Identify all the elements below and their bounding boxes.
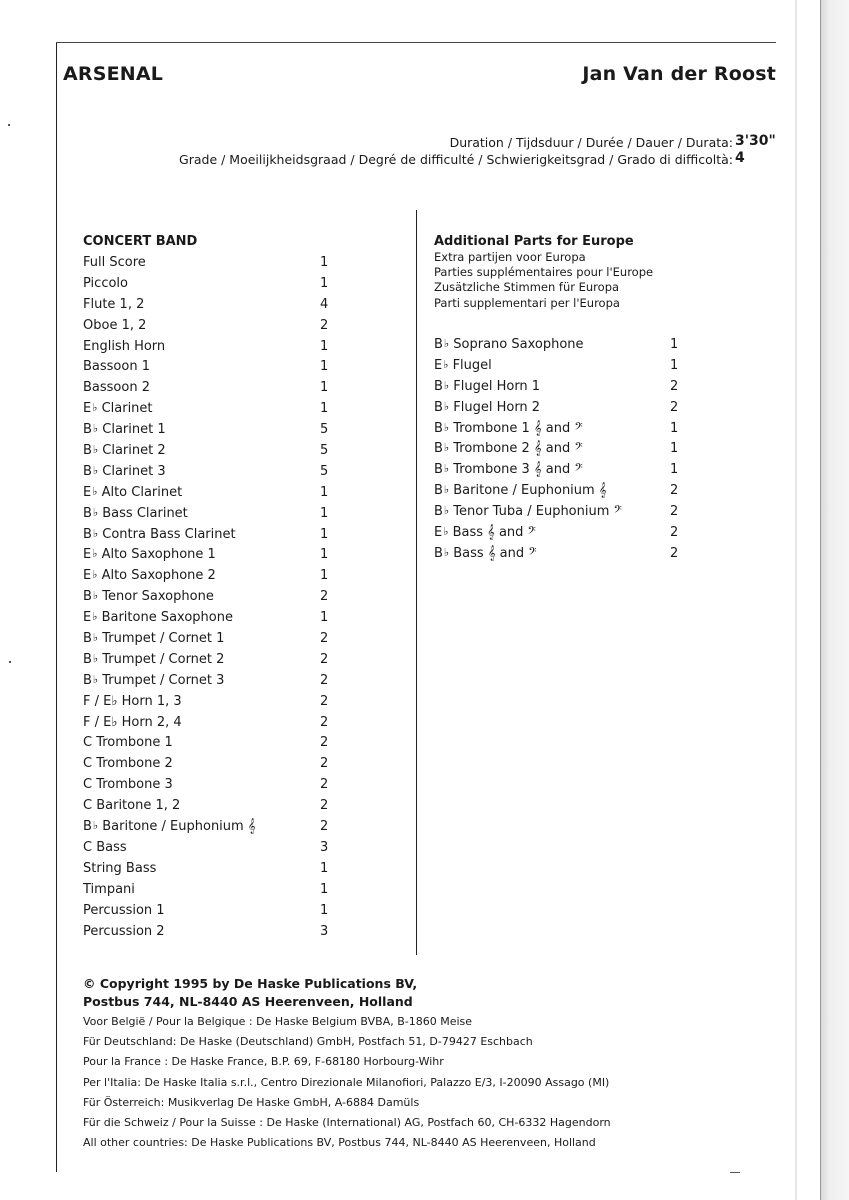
- part-name: [434, 356, 492, 377]
- part-label: Tenor Saxophone: [102, 589, 214, 605]
- part-name: [83, 525, 236, 546]
- part-row: [434, 419, 694, 440]
- flat-icon: ♭: [92, 547, 98, 561]
- part-name: [434, 502, 622, 523]
- part-label: Trombone 1 𝄞 and 𝄢: [453, 420, 583, 436]
- part-name: [434, 523, 536, 544]
- frame-rule-left: [56, 42, 57, 1172]
- additional-parts-list: [434, 335, 694, 565]
- part-quantity: 1: [320, 484, 329, 500]
- flat-icon: ♭: [92, 526, 99, 540]
- composer-name: Jan Van der Roost: [582, 63, 776, 85]
- part-quantity: 1: [320, 860, 329, 876]
- part-key-prefix: E: [83, 484, 92, 500]
- part-label: Bass 𝄞 and 𝄢: [453, 545, 537, 561]
- part-name: [83, 692, 182, 713]
- flat-icon: ♭: [443, 525, 449, 539]
- concert-band-parts-list: [83, 253, 333, 942]
- part-quantity: 1: [320, 275, 329, 291]
- part-quantity: 1: [670, 337, 679, 352]
- part-row: [83, 838, 333, 859]
- part-key-prefix: B: [434, 378, 443, 394]
- part-quantity: 2: [670, 378, 679, 394]
- part-label: C Baritone 1, 2: [83, 798, 181, 814]
- part-key-prefix: B: [83, 463, 92, 479]
- part-name: [83, 817, 256, 838]
- part-name: [83, 880, 135, 901]
- part-name: [83, 566, 216, 587]
- flat-icon: ♭: [443, 420, 450, 434]
- part-name: [83, 775, 173, 796]
- part-name: [83, 796, 180, 817]
- part-label: Trumpet / Cornet 1: [102, 631, 225, 647]
- flat-icon: ♭: [92, 505, 99, 519]
- part-row: [434, 356, 694, 377]
- flat-icon: ♭: [92, 463, 99, 477]
- part-row: [83, 420, 333, 441]
- part-quantity: 2: [320, 651, 329, 667]
- duration-value: 3'30": [735, 133, 776, 149]
- flat-icon: ♭: [443, 399, 450, 413]
- part-quantity: 2: [320, 672, 329, 688]
- page-mark: [730, 1172, 740, 1173]
- part-row: [83, 713, 333, 734]
- part-label: Bass 𝄞 and 𝄢: [452, 525, 536, 541]
- part-label: Baritone / Euphonium 𝄞: [453, 483, 607, 499]
- part-row: [83, 545, 333, 566]
- part-name: [83, 922, 165, 943]
- part-row: [83, 274, 333, 295]
- part-label: Full Score: [83, 255, 146, 270]
- part-label: Flute 1, 2: [83, 296, 145, 312]
- part-row: [83, 357, 333, 378]
- part-key-prefix: E: [434, 525, 443, 541]
- grade-label: Grade / Moeilijkheidsgraad / Degré de difficulté / Schwierigkeitsgrad / Grado di difficoltà:: [179, 152, 733, 167]
- part-row: [83, 441, 333, 462]
- part-row: [83, 817, 333, 838]
- part-quantity: 3: [320, 923, 329, 939]
- page-fold-shadow: [795, 0, 797, 1200]
- scan-speck: [9, 661, 11, 663]
- part-row: [83, 337, 333, 358]
- flat-icon: ♭: [92, 568, 98, 582]
- part-quantity: 1: [320, 401, 329, 417]
- part-name: [434, 419, 583, 440]
- part-label: Percussion 2: [83, 923, 165, 939]
- part-row: [83, 378, 333, 399]
- part-label: C Bass: [83, 839, 127, 855]
- part-label: Baritone Saxophone: [101, 610, 233, 626]
- flat-icon: ♭: [92, 631, 99, 645]
- piece-title: ARSENAL: [63, 63, 164, 85]
- copyright-line-1: © Copyright 1995 by De Haske Publications BV,: [83, 976, 418, 991]
- part-key-prefix: E: [83, 401, 92, 417]
- part-name: [83, 838, 127, 859]
- part-quantity: 2: [670, 504, 679, 520]
- part-quantity: 4: [320, 296, 329, 312]
- part-row: [434, 439, 694, 460]
- part-quantity: 2: [320, 756, 329, 772]
- flat-icon: ♭: [92, 484, 98, 498]
- part-row: [83, 504, 333, 525]
- part-key-prefix: B: [434, 483, 443, 499]
- part-key-prefix: B: [83, 505, 92, 521]
- part-key-prefix: E: [434, 357, 443, 373]
- part-quantity: 2: [320, 735, 329, 751]
- part-quantity: 1: [670, 441, 679, 457]
- part-row: [83, 859, 333, 880]
- part-row: [83, 629, 333, 650]
- part-label: Tenor Tuba / Euphonium 𝄢: [453, 504, 622, 520]
- copyright-line-2: Postbus 744, NL-8440 AS Heerenveen, Holland: [83, 994, 413, 1009]
- part-row: [83, 462, 333, 483]
- part-name: [83, 650, 224, 671]
- part-key-prefix: B: [434, 420, 443, 436]
- part-name: [434, 481, 607, 502]
- part-quantity: 1: [320, 338, 329, 354]
- part-row: [83, 295, 333, 316]
- part-key-prefix: E: [83, 547, 92, 563]
- part-quantity: 2: [670, 399, 679, 415]
- part-row: [83, 692, 333, 713]
- part-name: [434, 377, 540, 398]
- flat-icon: ♭: [92, 610, 98, 624]
- address-line: Für Deutschland: De Haske (Deutschland) GmbH, Postfach 51, D-79427 Eschbach: [83, 1035, 533, 1049]
- part-quantity: 2: [320, 714, 329, 730]
- part-quantity: 3: [320, 839, 329, 855]
- flat-icon: ♭: [443, 504, 450, 518]
- part-row: [83, 566, 333, 587]
- subtitle-italian: Parti supplementari per l'Europa: [434, 295, 620, 310]
- part-label: Bassoon 2: [83, 380, 150, 396]
- part-row: [434, 481, 694, 502]
- part-label: Soprano Saxophone: [453, 337, 584, 352]
- flat-icon: ♭: [92, 443, 99, 457]
- part-label: Bassoon 1: [83, 359, 150, 375]
- part-row: [434, 398, 694, 419]
- part-quantity: 1: [670, 420, 679, 436]
- part-label: C Trombone 3: [83, 777, 173, 793]
- scan-speck: [8, 124, 10, 126]
- address-line: Voor België / Pour la Belgique : De Haske Belgium BVBA, B-1860 Meise: [83, 1015, 473, 1028]
- part-key-prefix: B: [434, 462, 443, 478]
- part-key-prefix: E: [83, 610, 92, 626]
- duration-label: Duration / Tijdsduur / Durée / Dauer / Durata:: [449, 135, 733, 150]
- part-quantity: 2: [320, 693, 329, 709]
- part-key-prefix: B: [434, 545, 443, 561]
- part-key-prefix: B: [434, 441, 443, 457]
- part-row: [83, 608, 333, 629]
- part-row: [434, 544, 694, 565]
- part-label: Contra Bass Clarinet: [102, 526, 236, 542]
- part-name: [83, 378, 150, 399]
- part-name: [83, 316, 146, 337]
- part-quantity: 2: [320, 317, 329, 333]
- part-row: [434, 523, 694, 544]
- part-label: Clarinet 3: [102, 463, 166, 479]
- part-label: Alto Clarinet: [101, 484, 183, 500]
- part-row: [83, 671, 333, 692]
- part-name: [434, 439, 583, 460]
- subtitle-german: Zusätzliche Stimmen für Europa: [434, 280, 620, 295]
- part-row: [83, 922, 333, 943]
- part-quantity: 1: [670, 357, 679, 373]
- part-quantity: 1: [320, 881, 329, 897]
- address-line: All other countries: De Haske Publications BV, Postbus 744, NL-8440 AS Heerenveen, Holland: [83, 1136, 596, 1150]
- part-quantity: 5: [320, 463, 329, 479]
- part-name: [434, 544, 537, 565]
- flat-icon: ♭: [92, 401, 98, 415]
- part-label: Timpani: [83, 881, 135, 897]
- subtitle-french: Parties supplémentaires pour l'Europe: [434, 265, 654, 280]
- part-name: [83, 754, 173, 775]
- part-label: Trombone 3 𝄞 and 𝄢: [453, 462, 583, 478]
- flat-icon: ♭: [443, 483, 450, 497]
- part-row: [83, 650, 333, 671]
- distributor-addresses: [83, 1012, 611, 1153]
- part-name: [83, 671, 224, 692]
- flat-icon: ♭: [443, 441, 450, 455]
- part-row: [83, 316, 333, 337]
- part-row: [83, 587, 333, 608]
- part-label: Alto Saxophone 2: [101, 568, 216, 584]
- part-row: [83, 775, 333, 796]
- part-row: [83, 733, 333, 754]
- flat-icon: ♭: [443, 337, 450, 350]
- part-row: [434, 335, 694, 356]
- flat-icon: ♭: [92, 422, 99, 436]
- part-name: [434, 460, 583, 481]
- part-label: C Trombone 2: [83, 756, 173, 772]
- part-quantity: 1: [320, 255, 329, 270]
- part-row: [83, 796, 333, 817]
- part-label: Clarinet: [101, 401, 153, 417]
- subtitle-dutch: Extra partijen voor Europa: [434, 250, 586, 264]
- part-quantity: 1: [320, 380, 329, 396]
- part-name: [83, 399, 153, 420]
- part-key-prefix: B: [83, 589, 92, 605]
- part-name: [83, 253, 146, 274]
- part-quantity: 1: [320, 505, 329, 521]
- part-label: Piccolo: [83, 275, 128, 291]
- flat-icon: ♭: [92, 819, 99, 833]
- part-label: Percussion 1: [83, 902, 165, 918]
- part-quantity: 2: [320, 589, 329, 605]
- part-row: [434, 460, 694, 481]
- part-quantity: 1: [320, 568, 329, 584]
- part-name: [434, 398, 540, 419]
- flat-icon: ♭: [443, 357, 449, 371]
- flat-icon: ♭: [443, 378, 450, 392]
- part-label: F / E♭ Horn 1, 3: [83, 693, 182, 709]
- part-name: [83, 337, 165, 358]
- part-name: [83, 733, 173, 754]
- part-key-prefix: B: [434, 337, 443, 352]
- part-label: Baritone / Euphonium 𝄞: [102, 819, 256, 835]
- column-divider: [416, 210, 417, 955]
- part-name: [83, 420, 166, 441]
- part-key-prefix: B: [83, 526, 92, 542]
- part-key-prefix: B: [83, 672, 92, 688]
- part-quantity: 1: [670, 462, 679, 478]
- part-quantity: 1: [320, 359, 329, 375]
- flat-icon: ♭: [443, 462, 450, 476]
- part-label: Oboe 1, 2: [83, 317, 147, 333]
- part-quantity: 2: [320, 819, 329, 835]
- part-name: [83, 504, 188, 525]
- part-name: [83, 483, 182, 504]
- part-label: Flugel: [452, 357, 492, 373]
- part-row: [83, 880, 333, 901]
- part-row: [434, 377, 694, 398]
- part-key-prefix: B: [434, 399, 443, 415]
- part-row: [83, 525, 333, 546]
- part-quantity: 5: [320, 422, 329, 438]
- part-key-prefix: B: [83, 651, 92, 667]
- part-row: [83, 399, 333, 420]
- part-key-prefix: B: [83, 422, 92, 438]
- additional-parts-heading: Additional Parts for Europe: [434, 234, 634, 249]
- part-quantity: 1: [320, 526, 329, 542]
- part-name: [83, 608, 233, 629]
- page-edge: [820, 0, 849, 1200]
- grade-value: 4: [735, 150, 745, 166]
- part-label: Alto Saxophone 1: [101, 547, 216, 563]
- part-label: Clarinet 2: [102, 443, 166, 459]
- part-name: [83, 859, 156, 880]
- part-key-prefix: E: [83, 568, 92, 584]
- part-quantity: 2: [670, 483, 679, 499]
- part-quantity: 2: [320, 798, 329, 814]
- part-label: Clarinet 1: [102, 422, 166, 438]
- part-row: [83, 754, 333, 775]
- part-name: [83, 713, 182, 734]
- concert-band-heading: CONCERT BAND: [83, 234, 198, 249]
- part-name: [83, 441, 166, 462]
- flat-icon: ♭: [92, 651, 99, 665]
- copyright-block: [83, 975, 417, 1011]
- part-name: [83, 274, 128, 295]
- address-line: Für Österreich: Musikverlag De Haske GmbH, A-6884 Damüls: [83, 1095, 420, 1109]
- part-label: Bass Clarinet: [102, 505, 188, 521]
- part-quantity: 1: [320, 610, 329, 626]
- address-line: Für die Schweiz / Pour la Suisse : De Haske (International) AG, Postfach 60, CH-6332 Hagendorn: [83, 1116, 611, 1130]
- additional-parts-subtitles: [434, 250, 653, 311]
- part-label: Flugel Horn 2: [453, 399, 541, 415]
- part-name: [83, 587, 214, 608]
- part-label: English Horn: [83, 338, 166, 354]
- part-row: [434, 502, 694, 523]
- part-label: Trumpet / Cornet 3: [102, 672, 225, 688]
- part-name: [83, 545, 216, 566]
- part-label: C Trombone 1: [83, 735, 173, 751]
- part-label: String Bass: [83, 860, 157, 876]
- part-label: Trombone 2 𝄞 and 𝄢: [453, 441, 583, 457]
- part-name: [83, 629, 224, 650]
- address-line: Per l'Italia: De Haske Italia s.r.l., Centro Direzionale Milanofiori, Palazzo E/3, I-20090 Assago (MI): [83, 1075, 610, 1089]
- part-label: Flugel Horn 1: [453, 378, 541, 394]
- part-key-prefix: B: [83, 443, 92, 459]
- part-name: [434, 335, 584, 356]
- part-label: F / E♭ Horn 2, 4: [83, 714, 182, 730]
- part-key-prefix: B: [83, 631, 92, 647]
- part-name: [83, 357, 150, 378]
- part-label: Trumpet / Cornet 2: [102, 651, 225, 667]
- address-line: Pour la France : De Haske France, B.P. 69, F-68180 Horbourg-Wihr: [83, 1055, 444, 1069]
- part-quantity: 2: [320, 777, 329, 793]
- part-quantity: 2: [670, 545, 679, 561]
- flat-icon: ♭: [443, 545, 450, 559]
- flat-icon: ♭: [92, 589, 99, 603]
- part-quantity: 2: [670, 525, 679, 541]
- part-row: [83, 253, 333, 274]
- part-quantity: 5: [320, 443, 329, 459]
- part-quantity: 2: [320, 631, 329, 647]
- part-row: [83, 901, 333, 922]
- part-key-prefix: B: [83, 819, 92, 835]
- part-name: [83, 462, 166, 483]
- part-quantity: 1: [320, 902, 329, 918]
- part-quantity: 1: [320, 547, 329, 563]
- part-row: [83, 483, 333, 504]
- part-name: [83, 295, 144, 316]
- part-name: [83, 901, 165, 922]
- frame-rule-top: [56, 42, 776, 43]
- part-key-prefix: B: [434, 504, 443, 520]
- flat-icon: ♭: [92, 672, 99, 686]
